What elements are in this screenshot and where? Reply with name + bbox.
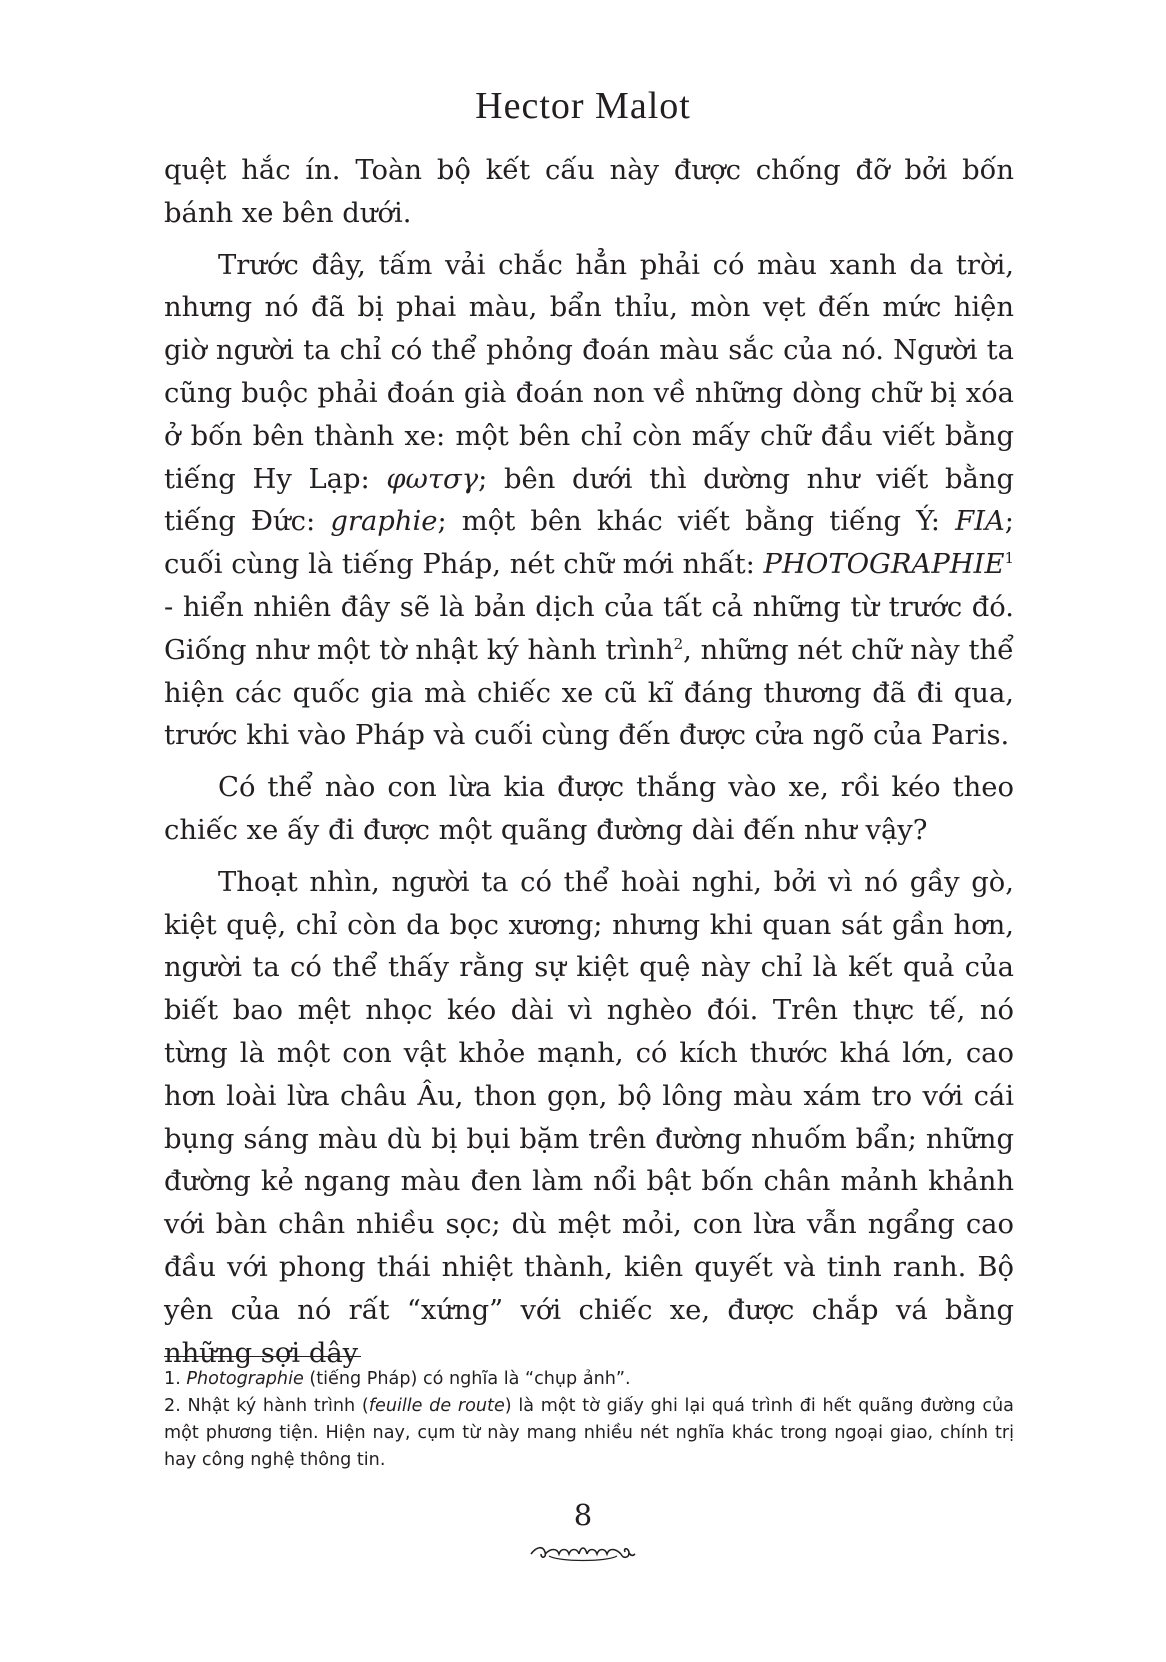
paragraph-2-text-f: , những nét chữ này thể hiện các quốc gia mà chiếc xe cũ kĩ đáng thương đã đi qua, trước khi vào Pháp và cuối cùng đến được cửa ngõ của Paris. — [164, 634, 1014, 752]
footnote-1 — [164, 1366, 1014, 1393]
footnotes — [164, 1366, 1014, 1474]
flourish-ornament-icon — [529, 1542, 637, 1564]
footnote-2 — [164, 1393, 1014, 1474]
footnote-divider — [164, 1356, 361, 1357]
greek-word: φωτσγ — [386, 463, 479, 495]
paragraph-2-text-c: ; một bên khác viết bằng tiếng Ý: — [437, 506, 956, 538]
paragraph-2-text-e: - hiển nhiên đây sẽ là bản dịch của tất cả những từ trước đó. Giống như một tờ nhật ký hành trình — [164, 591, 1014, 666]
footnote-1-term: Photographie — [186, 1369, 304, 1389]
paragraph-3: Có thể nào con lừa kia được thắng vào xe, rồi kéo theo chiếc xe ấy đi được một quãng đường dài đến như vậy? — [164, 772, 1014, 846]
page-number: 8 — [573, 1498, 593, 1532]
footnote-2-term: feuille de route — [368, 1396, 505, 1416]
paragraph-4: Thoạt nhìn, người ta có thể hoài nghi, bởi vì nó gầy gò, kiệt quệ, chỉ còn da bọc xương; nhưng khi quan sát gần hơn, người ta có thể thấy rằng sự kiệt quệ này chỉ là kết quả của biết bao mệt nhọc kéo dài vì nghèo đói. Trên thực tế, nó từng là một con vật khỏe mạnh, có kích thước khá lớn, cao hơn loài lừa châu Âu, thon gọn, bộ lông màu xám tro với cái bụng sáng màu dù bị bụi bặm trên đường nhuốm bẩn; những đường kẻ ngang màu đen làm nổi bật bốn chân mảnh khảnh với bàn chân nhiều sọc; dù mệt mỏi, con lừa vẫn ngẩng cao đầu với phong thái nhiệt thành, kiên quyết và tinh ranh. Bộ yên của nó rất “xứng” với chiếc xe, được chắp vá bằng những sợi dây — [164, 866, 1014, 1369]
paragraph-2 — [164, 245, 1014, 759]
paragraph-1: quệt hắc ín. Toàn bộ kết cấu này được chống đỡ bởi bốn bánh xe bên dưới. — [164, 155, 1014, 229]
footnote-2-text-b: ) là một tờ giấy ghi lại quá trình đi hết quãng đường của một phương tiện. Hiện nay, cụm từ này mang nhiều nét nghĩa khác trong ngoại giao, chính trị hay công nghệ thông tin. — [164, 1396, 1014, 1470]
italian-word: FIA — [955, 506, 1005, 538]
paragraph-2-text-b: ; bên dưới thì dường như viết bằng tiếng Đức: — [164, 463, 1014, 538]
paragraph-2-text-a: Trước đây, tấm vải chắc hẳn phải có màu xanh da trời, nhưng nó đã bị phai màu, bẩn thỉu, mòn vẹt đến mức hiện giờ người ta chỉ có thể phỏng đoán màu sắc của nó. Người ta cũng buộc phải đoán già đoán non về những dòng chữ bị xóa ở bốn bên thành xe: một bên chỉ còn mấy chữ đầu viết bằng tiếng Hy Lạp: — [164, 249, 1014, 495]
footnote-1-number: 1. — [164, 1369, 187, 1389]
footnote-1-text: (tiếng Pháp) có nghĩa là “chụp ảnh”. — [303, 1369, 631, 1389]
footnote-2-text-a: Nhật ký hành trình ( — [187, 1396, 369, 1416]
french-word: PHOTOGRAPHIE — [763, 549, 1005, 581]
body-text — [164, 150, 1014, 1384]
paragraph-2-text-d: ; cuối cùng là tiếng Pháp, nét chữ mới nhất: — [164, 506, 1014, 581]
footnote-ref-1: 1 — [1004, 549, 1015, 568]
footnote-2-number: 2. — [164, 1396, 188, 1416]
footnote-ref-2: 2 — [673, 634, 684, 653]
running-head-author: Hector Malot — [475, 85, 691, 127]
german-word: graphie — [330, 506, 438, 538]
